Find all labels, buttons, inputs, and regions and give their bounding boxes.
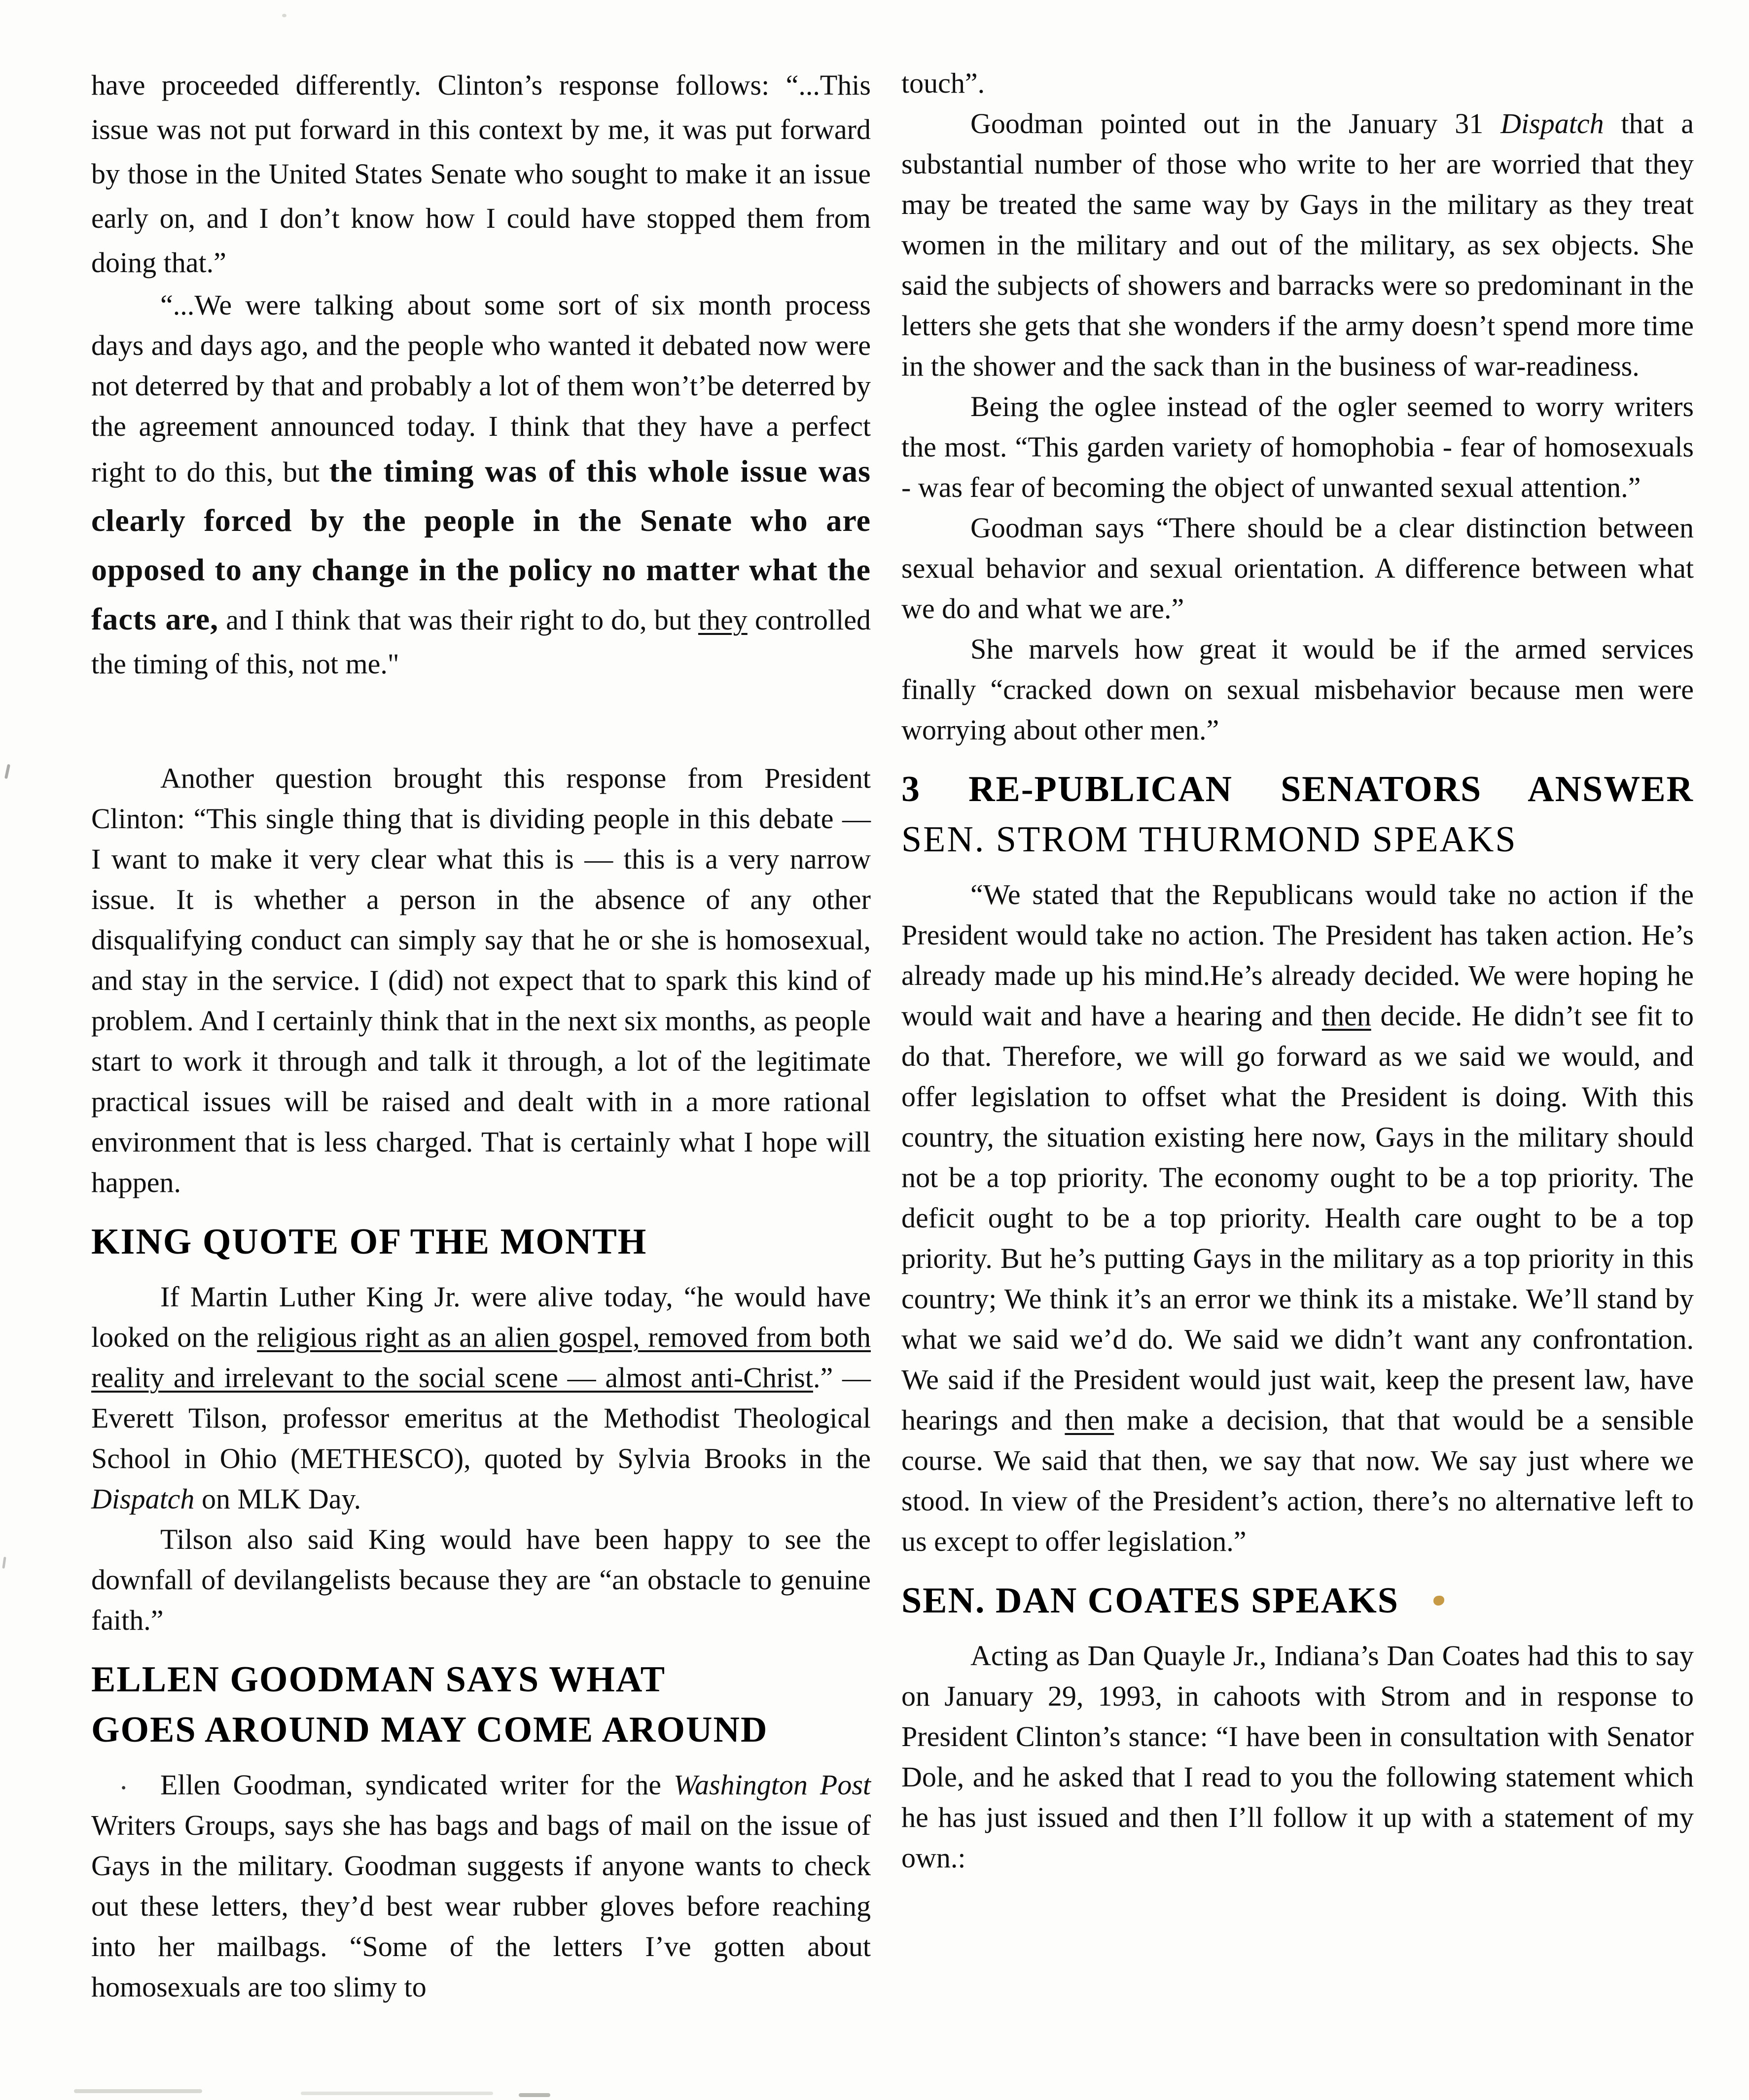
body-text: on MLK Day.: [194, 1483, 361, 1515]
orange-dot-artifact: [1433, 1596, 1444, 1606]
paragraph-behavior-orientation: [901, 508, 1694, 629]
body-text: “We stated that the Republicans would take no action if the President would take no action. The President has taken action. He’s already made up his mind.He’s already decided. We were hoping he would wait and have a hearing and: [901, 878, 1694, 1032]
underlined-king-quote: religious right as an alien gospel, removed from both reality and irrelevant to the social scene — almost anti-Christ: [91, 1321, 871, 1394]
right-column: [901, 63, 1694, 2007]
body-text: that a substantial number of those who write to her are worried that they may be treated the same way by Gays in the military as they treat women in the military and out of the military, as sex objects. She said the subjects of showers and barracks were so predominant in the letters she gets that she wonders if the army doesn’t spend more time in the shower and the sack than in the business of war-readiness.: [901, 107, 1694, 382]
paragraph-oglee-ogler: [901, 386, 1694, 508]
italic-dispatch: Dispatch: [1500, 107, 1604, 140]
heading-strom-thurmond: SEN. STROM THURMOND SPEAKS: [901, 819, 1517, 860]
paragraph-another-question: [91, 758, 871, 1203]
scan-artifact-bottom-smudge: [519, 2093, 550, 2097]
paragraph-coates-statement: [901, 1636, 1694, 1878]
body-text: Writers Groups, says she has bags and bags of mail on the issue of Gays in the military. Goodman suggests if anyone wants to check out these letters, they’d best wear rubber gloves before reaching into her mailbags. “Some of the letters I’ve gotten about homosexuals are too slimy to: [91, 1809, 871, 2003]
body-text: have proceeded differently. Clinton’s response follows: “...This issue was not put forward in this context by me, it was put forward by those in the United States Senate who sought to make it an issue early on, and I don’t know how I could have stopped them from doing that.”: [91, 69, 871, 279]
body-text: decide. He didn’t see fit to do that. Therefore, we will go forward as we said we would, and offer legislation to offset what the President is doing. With this country, the situation existing here now, Gays in the military should not be a top priority. The economy ought to be a top priority. The deficit ought to be a top priority. Health care ought to be a top priority. But he’s putting Gays in the military as a top priority in this country; We think it’s an error we think its a mistake. We’ll stand by what we said we’d do. We said we didn’t want any confrontation. We said if the President would just wait, keep the present law, have hearings and: [901, 1000, 1694, 1436]
body-text: .” — Everett Tilson, professor emeritus at the Methodist Theological School in Ohio (METHESCO), quoted by Sylvia Brooks in the: [91, 1362, 871, 1474]
underlined-word-they: they: [698, 604, 748, 636]
body-text: controlled the timing of this, not me.": [91, 604, 871, 680]
heading-republican-senators: 3 RE-PUBLICAN SENATORS ANSWER: [901, 769, 1694, 809]
paragraph-armed-services: [901, 629, 1694, 750]
body-text: Acting as Dan Quayle Jr., Indiana’s Dan Coates had this to say on January 29, 1993, in cahoots with Strom and in response to President Clinton’s stance: “I have been in consultation with Senator Dole, and he asked that I read to you the following statement which he has just issued and then I’ll follow it up with a statement of my own.:: [901, 1640, 1694, 1874]
body-text: touch”.: [901, 67, 985, 99]
paragraph-tilson-devilangelists: [91, 1519, 871, 1641]
body-text: “...We were talking about some sort of six month process days and days ago, and the people who wanted it debated now were not deterred by that and probably a lot of them won’t’be deterred by the agreement announced today. I think that they have a perfect right to do this, but: [91, 289, 871, 488]
paragraph-six-month-process: [91, 285, 871, 684]
body-text: Being the oglee instead of the ogler seemed to worry writers the most. “This garden variety of homophobia - fear of homosexuals - was fear of becoming the object of unwanted sexual attention.”: [901, 390, 1694, 503]
body-text: She marvels how great it would be if the armed services finally “cracked down on sexual misbehavior because men were worrying about other men.”: [901, 633, 1694, 746]
page-body: [91, 63, 1694, 2007]
body-text: Another question brought this response from President Clinton: “This single thing that is dividing people in this debate — I want to make it very clear what this is — this is a very narrow issue. It is whether a person in the absence of any other disqualifying conduct can simply say that he or she is homosexual, and stay in the service. I (did) not expect that to spark this kind of problem. And I certainly think that in the next six months, as people start to work it through and talk it through, a lot of the legitimate practical issues will be raised and dealt with in a more rational environment that is less charged. That is certainly what I hope will happen.: [91, 762, 871, 1198]
paragraph-touch: [901, 63, 1694, 104]
scan-artifact-left-margin-tick: [2, 1557, 6, 1569]
scan-artifact-top-speck: [282, 14, 286, 17]
body-text: Tilson also said King would have been happy to see the downfall of devilangelists because they are “an obstacle to genuine faith.”: [91, 1523, 871, 1636]
body-text: Goodman says “There should be a clear distinction between sexual behavior and sexual orientation. A difference between what we do and what we are.”: [901, 512, 1694, 625]
paragraph-ellen-goodman: [91, 1765, 871, 2007]
scan-artifact-bottom-smudge: [301, 2092, 493, 2095]
italic-dispatch: Dispatch: [91, 1483, 195, 1515]
heading-ellen-goodman: [91, 1654, 871, 1755]
scan-artifact-bottom-smudge: [74, 2089, 202, 2093]
heading-dan-coates: [901, 1575, 1694, 1626]
body-text: If Martin Luther King Jr. were alive today, “he would have looked on the: [91, 1281, 871, 1353]
bold-passage-timing: the timing was of this whole issue was clearly forced by the people in the Senate who are opposed to any change in the policy no matter what the facts are,: [91, 454, 871, 636]
body-text: and I think that was their right to do, but: [218, 604, 698, 636]
heading-king-quote: KING QUOTE OF THE MONTH: [91, 1222, 647, 1262]
heading-line: SEN. DAN COATES SPEAKS: [901, 1580, 1399, 1621]
paragraph-goodman-dispatch: [901, 104, 1694, 386]
underlined-word-then: then: [1321, 1000, 1371, 1032]
body-text: Ellen Goodman, syndicated writer for the: [160, 1769, 674, 1801]
heading-line: GOES AROUND MAY COME AROUND: [91, 1710, 768, 1750]
margin-dot-artifact: ·: [119, 1772, 129, 1804]
underlined-word-then: then: [1065, 1404, 1114, 1436]
body-text: make a decision, that that would be a sensible course. We said that then, we say that now. We say just where we stood. In view of the President’s action, there’s no alternative left to us except to offer legislation.”: [901, 1404, 1694, 1557]
paragraph-clinton-response: [91, 63, 871, 285]
heading-line: ELLEN GOODMAN SAYS WHAT: [91, 1659, 666, 1700]
paragraph-king-quote: [91, 1277, 871, 1519]
scan-artifact-left-margin-tick: [4, 764, 10, 779]
body-text: Goodman pointed out in the January 31: [970, 107, 1501, 140]
left-column: [91, 63, 871, 2007]
paragraph-thurmond-statement: [901, 875, 1694, 1562]
italic-washington-post: Washington Post: [674, 1769, 871, 1801]
